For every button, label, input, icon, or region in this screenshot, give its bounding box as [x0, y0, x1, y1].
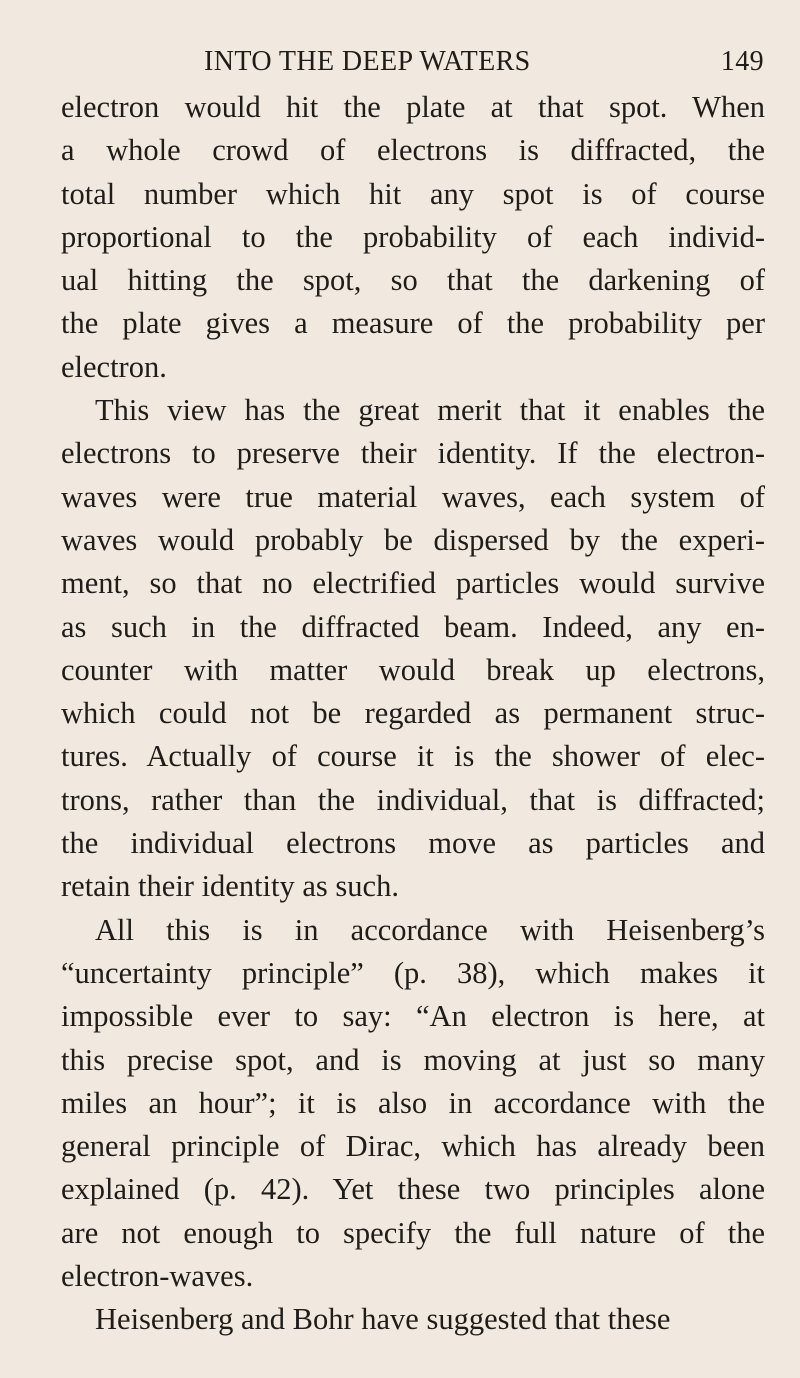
running-head [60, 46, 764, 82]
page-number: 149 [720, 46, 764, 77]
text-line: “uncertainty principle” (p. 38), which makes it [61, 955, 765, 990]
text-line: are not enough to specify the full nature of the [61, 1215, 765, 1250]
text-line: This view has the great merit that it enables the [95, 393, 765, 428]
text-line: impossible ever to say: “An electron is here, at [61, 999, 765, 1034]
text-line: waves were true material waves, each system of [61, 479, 765, 514]
text-line: general principle of Dirac, which has already been [61, 1129, 765, 1164]
text-line: ment, so that no electrified particles would survive [61, 566, 765, 601]
text-line: retain their identity as such. [61, 869, 399, 904]
text-line: a whole crowd of electrons is diffracted, the [61, 133, 765, 168]
text-line: waves would probably be dispersed by the experi- [61, 522, 765, 557]
text-line: trons, rather than the individual, that is diffracted; [61, 782, 765, 817]
text-line: tures. Actually of course it is the shower of elec- [61, 739, 765, 774]
text-line: explained (p. 42). Yet these two principles alone [61, 1172, 765, 1207]
text-line: Heisenberg and Bohr have suggested that these [95, 1302, 671, 1337]
body-text [61, 86, 765, 1342]
text-line: electrons to preserve their identity. If the electron- [61, 436, 765, 471]
text-line: the plate gives a measure of the probability per [61, 306, 765, 341]
text-line: the individual electrons move as particles and [61, 826, 765, 861]
text-line: total number which hit any spot is of course [61, 176, 765, 211]
running-head-title: INTO THE DEEP WATERS [204, 46, 531, 77]
text-line: counter with matter would break up electrons, [61, 652, 765, 687]
text-line: ual hitting the spot, so that the darkening of [61, 263, 765, 298]
text-line: electron. [61, 349, 167, 384]
text-line: proportional to the probability of each individ- [61, 219, 765, 254]
text-line: which could not be regarded as permanent struc- [61, 696, 765, 731]
text-line: All this is in accordance with Heisenberg’s [95, 912, 765, 947]
text-line: this precise spot, and is moving at just so many [61, 1042, 765, 1077]
text-line: electron would hit the plate at that spot. When [61, 90, 765, 124]
text-line: miles an hour”; it is also in accordance with the [61, 1085, 765, 1120]
text-line: electron-waves. [61, 1259, 254, 1294]
text-line: as such in the diffracted beam. Indeed, any en- [61, 609, 765, 644]
